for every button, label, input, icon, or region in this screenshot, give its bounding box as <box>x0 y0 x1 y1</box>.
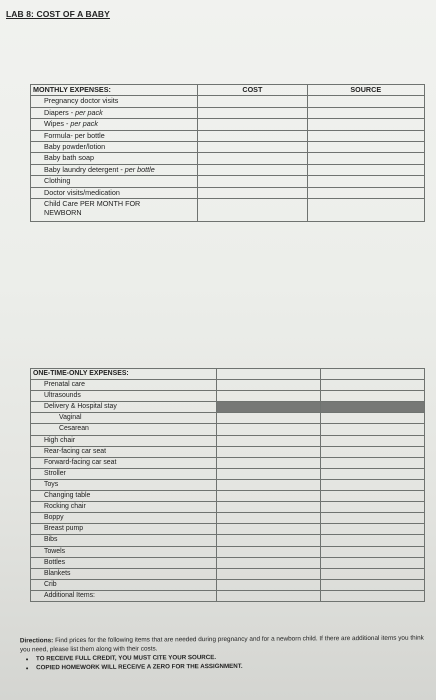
expense-item-label <box>31 153 198 164</box>
table-row <box>31 435 425 446</box>
table-row <box>31 153 425 164</box>
source-cell[interactable] <box>321 568 425 579</box>
item-text: Formula- per bottle <box>44 130 105 140</box>
expense-item-label: Blankets <box>31 568 217 579</box>
cost-cell <box>217 369 321 380</box>
table-row <box>31 413 425 424</box>
child-care-line1: Child Care PER MONTH FOR <box>44 199 141 209</box>
table-row <box>31 199 425 222</box>
cost-cell[interactable] <box>217 435 321 446</box>
cost-cell[interactable] <box>198 176 307 187</box>
source-cell[interactable] <box>321 524 425 535</box>
source-cell <box>321 369 425 380</box>
source-cell[interactable] <box>321 502 425 513</box>
expense-item-label: Rocking chair <box>31 502 217 513</box>
directions-bullets <box>20 653 424 673</box>
one-time-expenses-table <box>30 368 425 602</box>
source-cell[interactable] <box>321 457 425 468</box>
table-header-row <box>31 85 425 96</box>
cost-column-header: COST <box>198 85 307 96</box>
table-row <box>31 176 425 187</box>
table-row <box>31 524 425 535</box>
table-row <box>31 557 425 568</box>
cost-cell[interactable] <box>198 107 307 118</box>
expense-item-label: Stroller <box>31 468 217 479</box>
table-header-row <box>31 369 425 380</box>
cost-cell[interactable] <box>217 413 321 424</box>
directions-text: Find prices for the following items that are needed during pregnancy and for a newborn child. If there are additional items you think you need, please list them along with their costs. <box>19 634 424 653</box>
expense-item-label: Breast pump <box>31 524 217 535</box>
cost-cell[interactable] <box>217 579 321 590</box>
table-row <box>31 107 425 118</box>
directions-bullet: • TO RECEIVE FULL CREDIT, YOU MUST CITE YOUR SOURCE. <box>36 653 424 664</box>
source-cell[interactable] <box>321 380 425 391</box>
table-row <box>31 446 425 457</box>
expense-item-label: Toys <box>31 479 217 490</box>
onetime-header: ONE-TIME-ONLY EXPENSES: <box>31 369 217 380</box>
monthly-header: MONTHLY EXPENSES: <box>31 85 198 96</box>
expense-item-label <box>31 119 198 130</box>
cost-cell[interactable] <box>198 199 307 222</box>
table-row <box>31 96 425 107</box>
source-cell[interactable] <box>307 119 425 130</box>
expense-item-label <box>31 107 198 118</box>
cost-cell[interactable] <box>198 130 307 141</box>
item-unit: per pack <box>70 119 98 129</box>
cost-cell <box>217 402 321 413</box>
expense-item-label: Vaginal <box>31 413 217 424</box>
expense-item-label: Additional Items: <box>31 590 217 601</box>
table-row <box>31 468 425 479</box>
expense-item-label: Forward-facing car seat <box>31 457 217 468</box>
source-cell[interactable] <box>321 446 425 457</box>
source-cell[interactable] <box>307 107 425 118</box>
cost-cell[interactable] <box>198 153 307 164</box>
child-care-line2: NEWBORN <box>44 208 82 218</box>
source-cell[interactable] <box>307 142 425 153</box>
expense-item-label: High chair <box>31 435 217 446</box>
expense-item-label: Bibs <box>31 535 217 546</box>
expense-item-label: Crib <box>31 579 217 590</box>
item-text: Clothing <box>44 176 71 186</box>
item-text: Pregnancy doctor visits <box>44 96 119 106</box>
table-row <box>31 502 425 513</box>
source-cell[interactable] <box>321 391 425 402</box>
cost-cell[interactable] <box>217 502 321 513</box>
expense-item-label: Changing table <box>31 491 217 502</box>
table-row <box>31 130 425 141</box>
table-row <box>31 568 425 579</box>
table-row <box>31 187 425 198</box>
source-cell[interactable] <box>321 546 425 557</box>
source-cell[interactable] <box>321 579 425 590</box>
cost-cell[interactable] <box>217 380 321 391</box>
source-cell[interactable] <box>321 435 425 446</box>
cost-cell[interactable] <box>217 457 321 468</box>
cost-cell[interactable] <box>217 491 321 502</box>
expense-item-label: Delivery & Hospital stay <box>31 402 217 413</box>
table-row <box>31 380 425 391</box>
cost-cell[interactable] <box>217 391 321 402</box>
source-cell[interactable] <box>321 413 425 424</box>
source-cell[interactable] <box>321 491 425 502</box>
cost-cell[interactable] <box>217 479 321 490</box>
cost-cell[interactable] <box>198 119 307 130</box>
table-row <box>31 479 425 490</box>
cost-cell[interactable] <box>217 446 321 457</box>
source-cell[interactable] <box>307 153 425 164</box>
source-cell[interactable] <box>321 479 425 490</box>
source-column-header: SOURCE <box>307 85 425 96</box>
cost-cell[interactable] <box>198 164 307 175</box>
table-row <box>31 491 425 502</box>
cost-cell[interactable] <box>217 590 321 601</box>
table-row <box>31 142 425 153</box>
table-row <box>31 424 425 435</box>
source-cell[interactable] <box>321 535 425 546</box>
expense-item-label <box>31 142 198 153</box>
table-row <box>31 535 425 546</box>
source-cell[interactable] <box>321 468 425 479</box>
source-cell[interactable] <box>321 557 425 568</box>
table-row <box>31 119 425 130</box>
table-row <box>31 579 425 590</box>
cost-cell[interactable] <box>217 524 321 535</box>
table-row <box>31 391 425 402</box>
expense-item-label: Towels <box>31 546 217 557</box>
directions-block <box>20 635 424 673</box>
expense-item-label <box>31 96 198 107</box>
cost-cell[interactable] <box>217 535 321 546</box>
item-text: Baby laundry detergent - <box>44 164 125 174</box>
item-text: Baby bath soap <box>44 153 94 163</box>
table-row <box>31 546 425 557</box>
cost-cell[interactable] <box>198 96 307 107</box>
source-cell[interactable] <box>321 424 425 435</box>
source-cell[interactable] <box>307 187 425 198</box>
cost-cell[interactable] <box>217 546 321 557</box>
page-title: LAB 8: COST OF A BABY <box>6 9 110 19</box>
expense-item-label: Bottles <box>31 557 217 568</box>
item-unit: per pack <box>75 107 103 117</box>
child-care-label <box>31 199 198 222</box>
cost-cell[interactable] <box>198 187 307 198</box>
table-row <box>31 164 425 175</box>
table-row <box>31 513 425 524</box>
cost-cell[interactable] <box>217 568 321 579</box>
cost-cell[interactable] <box>198 142 307 153</box>
item-text: Diapers - <box>44 107 76 117</box>
source-cell[interactable] <box>307 96 425 107</box>
source-cell[interactable] <box>321 513 425 524</box>
expense-item-label <box>31 164 198 175</box>
expense-item-label: Cesarean <box>31 424 217 435</box>
source-cell[interactable] <box>307 199 425 222</box>
cost-cell[interactable] <box>217 468 321 479</box>
source-cell[interactable] <box>307 176 425 187</box>
expense-item-label: Ultrasounds <box>31 391 217 402</box>
expense-item-label <box>31 130 198 141</box>
table-row <box>31 590 425 601</box>
expense-item-label <box>31 176 198 187</box>
expense-item-label: Prenatal care <box>31 380 217 391</box>
table-row <box>31 402 425 413</box>
directions-lead: Directions: <box>19 637 54 645</box>
item-text: Baby powder/lotion <box>44 142 106 152</box>
expense-item-label: Boppy <box>31 513 217 524</box>
expense-item-label <box>31 187 198 198</box>
source-cell[interactable] <box>321 590 425 601</box>
source-cell <box>321 402 425 413</box>
expense-item-label: Rear-facing car seat <box>31 446 217 457</box>
source-cell[interactable] <box>307 130 425 141</box>
item-text: Wipes - <box>44 119 71 129</box>
directions-bullet: • COPIED HOMEWORK WILL RECEIVE A ZERO FOR THE ASSIGNMENT. <box>36 661 424 672</box>
cost-cell[interactable] <box>217 513 321 524</box>
source-cell[interactable] <box>307 164 425 175</box>
monthly-expenses-table <box>30 84 425 222</box>
table-row <box>31 457 425 468</box>
item-text: Doctor visits/medication <box>44 187 120 197</box>
cost-cell[interactable] <box>217 424 321 435</box>
cost-cell[interactable] <box>217 557 321 568</box>
item-unit: per bottle <box>124 164 155 174</box>
